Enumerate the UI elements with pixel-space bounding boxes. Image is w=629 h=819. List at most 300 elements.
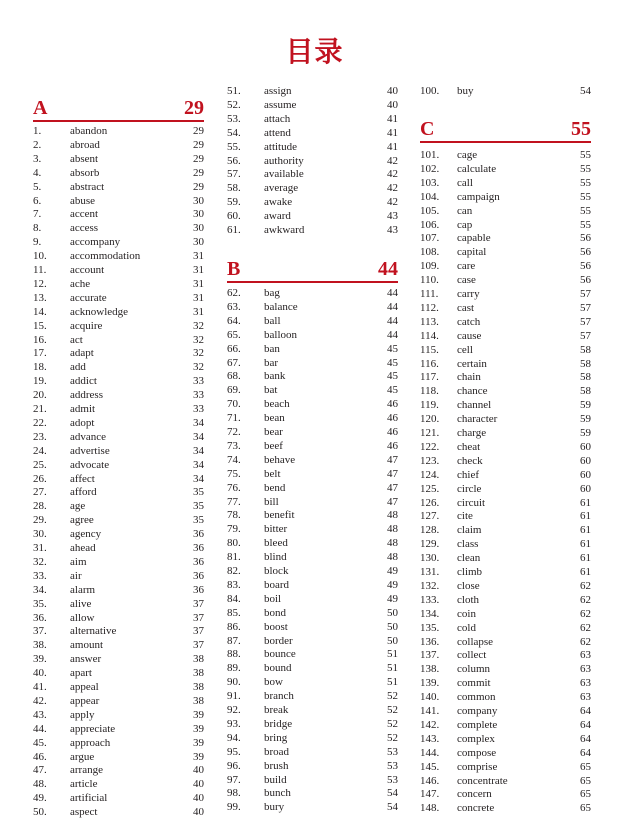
toc-entry[interactable] <box>420 259 591 273</box>
entry-page: 46 <box>387 398 398 411</box>
toc-entry[interactable] <box>33 458 204 472</box>
entry-word: commit <box>457 677 491 690</box>
entry-number: 104. <box>420 190 440 203</box>
toc-entry[interactable] <box>227 154 398 168</box>
entry-number: 54. <box>227 126 241 139</box>
entry-page: 60 <box>580 454 591 467</box>
toc-entry[interactable] <box>420 218 591 232</box>
entry-number: 120. <box>420 413 440 426</box>
toc-entry[interactable] <box>227 439 398 453</box>
entry-number: 17. <box>33 347 47 360</box>
entry-number: 127. <box>420 510 440 523</box>
entry-page: 36 <box>193 528 204 541</box>
entry-word: cold <box>457 621 476 634</box>
entry-number: 115. <box>420 343 439 356</box>
entry-page: 48 <box>387 551 398 564</box>
toc-entry[interactable] <box>33 485 204 499</box>
toc-entry[interactable] <box>227 112 398 126</box>
page-title: 目录 <box>285 35 344 68</box>
toc-entry[interactable] <box>420 732 591 746</box>
toc-entry[interactable] <box>33 138 204 152</box>
entry-word: aim <box>70 555 87 568</box>
toc-entry[interactable] <box>420 357 591 371</box>
entry-number: 93. <box>227 717 241 730</box>
entry-number: 82. <box>227 565 241 577</box>
toc-entry[interactable] <box>420 621 591 635</box>
entry-page: 63 <box>580 649 591 662</box>
entry-word: alive <box>70 597 92 610</box>
toc-entry[interactable] <box>420 245 591 259</box>
entry-page: 64 <box>580 732 591 745</box>
entry-page: 39 <box>193 750 204 763</box>
toc-entry[interactable] <box>33 360 204 374</box>
entry-word: apart <box>70 667 92 680</box>
toc-entry[interactable] <box>420 190 591 204</box>
entry-word: bar <box>264 356 279 369</box>
toc-entry[interactable] <box>33 750 204 764</box>
toc-entry[interactable] <box>420 787 591 801</box>
toc-entry[interactable] <box>33 166 204 180</box>
toc-entry[interactable] <box>227 342 398 356</box>
toc-entry[interactable] <box>227 508 398 522</box>
toc-entry[interactable] <box>33 611 204 625</box>
toc-entry[interactable] <box>33 374 204 388</box>
toc-entry[interactable] <box>227 634 398 648</box>
toc-entry[interactable] <box>420 746 591 760</box>
toc-entry[interactable] <box>33 680 204 694</box>
section-header-b[interactable] <box>227 257 398 283</box>
toc-entry[interactable] <box>420 718 591 732</box>
toc-entry[interactable] <box>420 440 591 454</box>
entry-number: 14. <box>33 305 47 318</box>
toc-entry[interactable] <box>420 370 591 384</box>
toc-entry[interactable] <box>33 221 204 235</box>
entry-page: 33 <box>193 375 204 388</box>
toc-entry[interactable] <box>33 722 204 736</box>
toc-entry[interactable] <box>33 207 204 221</box>
entry-page: 58 <box>580 343 591 356</box>
toc-entry[interactable] <box>227 98 398 112</box>
entry-number: 2. <box>33 138 42 151</box>
toc-entry[interactable] <box>420 315 591 329</box>
toc-entry[interactable] <box>420 496 591 510</box>
toc-entry[interactable] <box>227 300 398 314</box>
entry-page: 51 <box>387 648 398 661</box>
entry-number: 57. <box>227 168 241 181</box>
toc-entry[interactable] <box>33 624 204 638</box>
toc-entry[interactable] <box>227 397 398 411</box>
entry-word: arrange <box>70 764 103 777</box>
entry-word: cloth <box>457 593 479 606</box>
entry-word: attach <box>264 112 291 125</box>
section-page: 55 <box>571 118 591 140</box>
entry-word: ball <box>264 314 281 327</box>
entry-number: 129. <box>420 538 440 551</box>
entry-page: 44 <box>387 328 398 341</box>
entry-word: claim <box>457 524 482 537</box>
toc-entry[interactable] <box>33 194 204 208</box>
entry-number: 128. <box>420 524 440 537</box>
toc-entry[interactable] <box>33 305 204 319</box>
entry-word: allow <box>70 611 95 624</box>
entry-number: 30. <box>33 528 47 541</box>
entry-word: addict <box>70 375 97 388</box>
entry-page: 36 <box>193 569 204 582</box>
toc-entry[interactable] <box>420 384 591 398</box>
entry-number: 108. <box>420 246 440 259</box>
toc-entry[interactable] <box>33 555 204 569</box>
entry-number: 23. <box>33 430 47 443</box>
entry-number: 28. <box>33 500 47 513</box>
toc-entry[interactable] <box>420 760 591 774</box>
entry-number: 111. <box>420 288 439 300</box>
entry-number: 144. <box>420 746 440 759</box>
section-letter: A <box>33 97 48 119</box>
toc-entry[interactable] <box>420 84 591 98</box>
entry-page: 48 <box>387 509 398 522</box>
entry-page: 42 <box>387 168 398 181</box>
entry-page: 48 <box>387 523 398 536</box>
toc-entry[interactable] <box>227 606 398 620</box>
entry-number: 135. <box>420 621 440 634</box>
toc-entry[interactable] <box>420 398 591 412</box>
entry-page: 64 <box>580 705 591 717</box>
entry-number: 84. <box>227 592 241 605</box>
toc-entry[interactable] <box>33 291 204 305</box>
entry-page: 46 <box>387 426 398 438</box>
entry-number: 44. <box>33 722 47 735</box>
toc-entry[interactable] <box>33 263 204 277</box>
toc-entry[interactable] <box>420 593 591 607</box>
toc-entry[interactable] <box>420 801 591 815</box>
entry-number: 31. <box>33 542 47 554</box>
toc-entry[interactable] <box>420 607 591 621</box>
toc-entry[interactable] <box>33 249 204 263</box>
entry-word: approach <box>70 736 111 749</box>
toc-entry[interactable] <box>33 736 204 750</box>
entry-word: authority <box>264 154 304 167</box>
entry-word: advance <box>70 430 107 443</box>
toc-entry[interactable] <box>33 444 204 458</box>
entry-page: 57 <box>580 329 591 342</box>
entry-number: 68. <box>227 370 241 383</box>
toc-entry[interactable] <box>33 666 204 680</box>
entry-word: appreciate <box>70 722 116 735</box>
entry-word: compose <box>457 746 497 759</box>
toc-entry[interactable] <box>420 301 591 315</box>
toc-entry[interactable] <box>227 453 398 467</box>
entry-word: comprise <box>457 760 498 773</box>
entry-word: abandon <box>70 125 108 137</box>
toc-entry[interactable] <box>227 167 398 181</box>
entry-page: 29 <box>193 180 204 193</box>
toc-entry[interactable] <box>227 467 398 481</box>
entry-page: 31 <box>193 277 204 290</box>
toc-entry[interactable] <box>420 468 591 482</box>
entry-page: 60 <box>580 482 591 495</box>
toc-entry[interactable] <box>33 124 204 138</box>
toc-entry[interactable] <box>33 152 204 166</box>
toc-entry[interactable] <box>33 346 204 360</box>
toc-entry[interactable] <box>227 286 398 300</box>
entry-number: 58. <box>227 182 241 195</box>
entry-word: assign <box>264 85 292 97</box>
entry-page: 38 <box>193 667 204 680</box>
toc-entry[interactable] <box>420 176 591 190</box>
toc-entry[interactable] <box>420 565 591 579</box>
toc-entry[interactable] <box>420 482 591 496</box>
toc-entry[interactable] <box>33 708 204 722</box>
toc-entry[interactable] <box>227 328 398 342</box>
toc-entry[interactable] <box>227 84 398 98</box>
entry-word: board <box>264 578 290 591</box>
entry-number: 83. <box>227 578 241 591</box>
entry-word: character <box>457 413 498 426</box>
entry-page: 55 <box>580 218 591 231</box>
entry-word: common <box>457 691 496 704</box>
entry-number: 67. <box>227 356 241 369</box>
toc-entry[interactable] <box>33 319 204 333</box>
entry-word: ban <box>264 342 280 355</box>
entry-word: collect <box>457 649 487 662</box>
toc-entry[interactable] <box>420 676 591 690</box>
toc-entry[interactable] <box>33 694 204 708</box>
toc-entry[interactable] <box>33 513 204 527</box>
toc-entry[interactable] <box>227 126 398 140</box>
toc-entry[interactable] <box>227 425 398 439</box>
toc-entry[interactable] <box>420 635 591 649</box>
entry-word: abstract <box>70 180 105 193</box>
entry-number: 143. <box>420 732 440 745</box>
entry-number: 137. <box>420 649 440 662</box>
entry-word: boost <box>264 620 288 633</box>
entry-word: apply <box>70 708 95 721</box>
toc-entry[interactable] <box>33 541 204 555</box>
toc-entry[interactable] <box>227 369 398 383</box>
entry-word: class <box>457 538 479 551</box>
toc-entry[interactable] <box>227 800 398 814</box>
entry-number: 25. <box>33 458 47 471</box>
entry-word: accompany <box>70 236 121 249</box>
entry-number: 109. <box>420 260 440 273</box>
toc-entry[interactable] <box>420 273 591 287</box>
section-header-c[interactable] <box>420 117 591 143</box>
entry-word: concrete <box>457 802 495 815</box>
toc-entry[interactable] <box>227 759 398 773</box>
entry-page: 56 <box>580 232 591 245</box>
toc-entry[interactable] <box>227 223 398 237</box>
toc-entry[interactable] <box>227 786 398 800</box>
entry-word: chain <box>457 371 481 384</box>
toc-entry[interactable] <box>227 620 398 634</box>
toc-entry[interactable] <box>227 689 398 703</box>
toc-entry[interactable] <box>33 597 204 611</box>
toc-entry[interactable] <box>420 231 591 245</box>
toc-entry[interactable] <box>420 537 591 551</box>
toc-entry[interactable] <box>33 402 204 416</box>
entry-page: 39 <box>193 722 204 735</box>
entry-page: 57 <box>580 288 591 300</box>
toc-entry[interactable] <box>227 592 398 606</box>
toc-entry[interactable] <box>33 527 204 541</box>
toc-entry[interactable] <box>227 495 398 509</box>
toc-entry[interactable] <box>33 277 204 291</box>
section-page: 29 <box>184 97 204 119</box>
toc-entry[interactable] <box>33 569 204 583</box>
entry-page: 38 <box>193 681 204 693</box>
toc-entry[interactable] <box>227 703 398 717</box>
toc-entry[interactable] <box>227 536 398 550</box>
toc-entry[interactable] <box>227 773 398 787</box>
toc-entry[interactable] <box>227 745 398 759</box>
toc-entry[interactable] <box>33 583 204 597</box>
toc-entry[interactable] <box>227 717 398 731</box>
toc-entry[interactable] <box>33 805 204 819</box>
entry-word: accommodation <box>70 250 141 263</box>
toc-entry[interactable] <box>33 333 204 347</box>
entry-number: 43. <box>33 708 47 721</box>
toc-entry[interactable] <box>227 383 398 397</box>
toc-entry[interactable] <box>227 356 398 370</box>
entry-word: acquire <box>70 319 103 332</box>
entry-page: 37 <box>193 611 204 624</box>
toc-entry[interactable] <box>420 204 591 218</box>
entry-word: behave <box>264 453 296 466</box>
entry-word: collapse <box>457 635 494 648</box>
toc-entry[interactable] <box>420 774 591 788</box>
toc-entry[interactable] <box>227 647 398 661</box>
toc-entry[interactable] <box>420 648 591 662</box>
entry-page: 49 <box>387 592 398 605</box>
toc-entry[interactable] <box>33 638 204 652</box>
entry-number: 29. <box>33 514 47 527</box>
toc-entry[interactable] <box>227 661 398 675</box>
toc-entry[interactable] <box>227 411 398 425</box>
entry-page: 35 <box>193 500 204 513</box>
entry-word: age <box>70 500 86 513</box>
toc-entry[interactable] <box>420 426 591 440</box>
entry-page: 63 <box>580 677 591 690</box>
toc-entry[interactable] <box>227 481 398 495</box>
entry-page: 29 <box>193 138 204 151</box>
entry-number: 88. <box>227 648 241 661</box>
toc-entry[interactable] <box>420 579 591 593</box>
entry-word: absent <box>70 152 99 165</box>
entry-number: 103. <box>420 176 440 189</box>
entry-page: 51 <box>387 676 398 689</box>
toc-entry[interactable] <box>227 181 398 195</box>
entry-word: balloon <box>264 328 297 341</box>
toc-entry[interactable] <box>420 551 591 565</box>
toc-entry[interactable] <box>420 454 591 468</box>
toc-entry[interactable] <box>227 675 398 689</box>
entry-page: 56 <box>580 260 591 273</box>
toc-entry[interactable] <box>227 140 398 154</box>
toc-entry[interactable] <box>227 578 398 592</box>
entry-page: 38 <box>193 653 204 666</box>
entry-page: 49 <box>387 578 398 591</box>
toc-entry[interactable] <box>420 329 591 343</box>
toc-entry[interactable] <box>227 195 398 209</box>
toc-entry[interactable] <box>33 652 204 666</box>
toc-entry[interactable] <box>420 690 591 704</box>
toc-entry[interactable] <box>420 662 591 676</box>
entry-number: 20. <box>33 389 47 402</box>
entry-number: 32. <box>33 555 47 568</box>
toc-entry[interactable] <box>420 287 591 301</box>
entry-number: 140. <box>420 691 440 704</box>
toc-entry[interactable] <box>33 763 204 777</box>
toc-entry[interactable] <box>33 791 204 805</box>
toc-entry[interactable] <box>227 731 398 745</box>
entry-number: 100. <box>420 85 440 97</box>
entry-number: 87. <box>227 634 241 647</box>
entry-word: address <box>70 389 103 402</box>
toc-entry[interactable] <box>33 472 204 486</box>
entry-number: 141. <box>420 705 440 717</box>
entry-page: 37 <box>193 597 204 610</box>
toc-entry[interactable] <box>420 148 591 162</box>
toc-entry[interactable] <box>33 416 204 430</box>
toc-entry[interactable] <box>227 564 398 578</box>
toc-entry[interactable] <box>420 343 591 357</box>
entry-number: 80. <box>227 537 241 550</box>
toc-entry[interactable] <box>420 704 591 718</box>
entry-number: 6. <box>33 194 42 207</box>
entry-word: average <box>264 182 299 195</box>
entry-page: 50 <box>387 634 398 647</box>
entry-word: coin <box>457 607 476 620</box>
entry-word: close <box>457 579 480 592</box>
toc-entry[interactable] <box>227 209 398 223</box>
entry-number: 10. <box>33 250 47 263</box>
entry-word: certain <box>457 357 487 370</box>
toc-entry[interactable] <box>33 430 204 444</box>
entry-page: 31 <box>193 305 204 318</box>
toc-entry[interactable] <box>33 180 204 194</box>
entry-number: 117. <box>420 371 439 384</box>
entry-page: 56 <box>580 274 591 287</box>
toc-entry[interactable] <box>33 777 204 791</box>
toc-entry[interactable] <box>227 314 398 328</box>
toc-entry[interactable] <box>420 162 591 176</box>
entry-page: 36 <box>193 555 204 568</box>
entry-number: 45. <box>33 736 47 749</box>
toc-entry[interactable] <box>420 412 591 426</box>
entry-page: 49 <box>387 565 398 577</box>
entry-page: 52 <box>387 717 398 730</box>
entry-number: 8. <box>33 222 42 235</box>
entry-number: 72. <box>227 426 241 438</box>
toc-entry[interactable] <box>420 509 591 523</box>
toc-entry[interactable] <box>33 235 204 249</box>
entry-page: 32 <box>193 319 204 332</box>
entry-number: 131. <box>420 566 440 578</box>
entry-word: channel <box>457 399 492 412</box>
section-header-a[interactable] <box>33 96 204 122</box>
entry-word: belt <box>264 467 281 480</box>
entry-page: 45 <box>387 370 398 383</box>
entry-number: 89. <box>227 662 241 675</box>
entry-page: 53 <box>387 773 398 786</box>
toc-entry[interactable] <box>420 523 591 537</box>
entry-page: 52 <box>387 690 398 703</box>
toc-entry[interactable] <box>227 522 398 536</box>
toc-entry[interactable] <box>33 388 204 402</box>
entry-number: 96. <box>227 759 241 772</box>
toc-entry[interactable] <box>33 499 204 513</box>
toc-entry[interactable] <box>227 550 398 564</box>
